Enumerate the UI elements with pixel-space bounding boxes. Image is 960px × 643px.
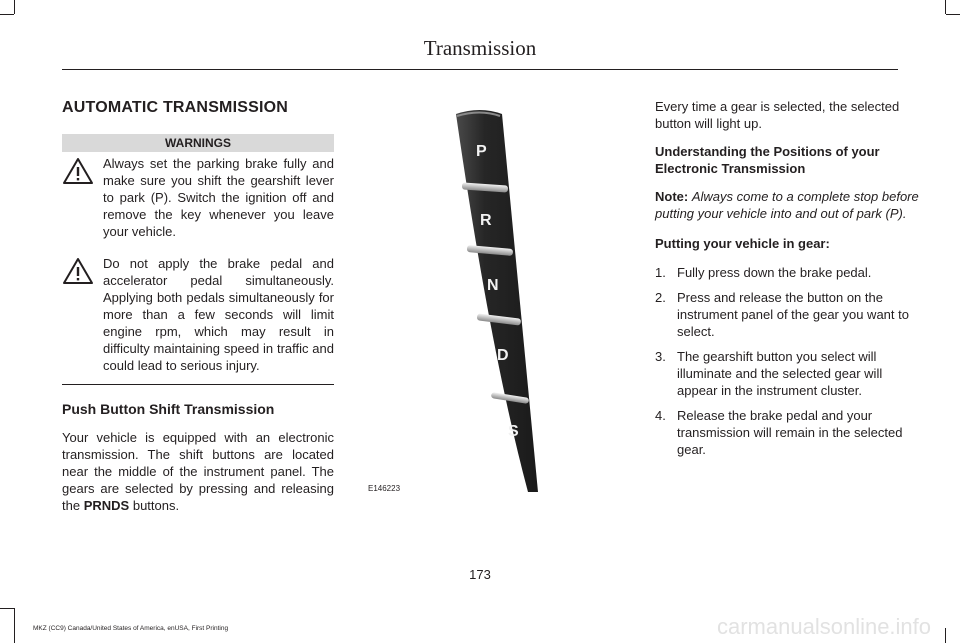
- crop-mark: [14, 608, 15, 643]
- right-column: [655, 98, 925, 466]
- crop-mark: [0, 608, 14, 609]
- step-item: 2. Press and release the button on the instrument panel of the gear you want to select.: [655, 290, 909, 339]
- note-paragraph: [655, 188, 925, 222]
- gear-strip-body: [456, 110, 538, 492]
- warning-block-2: [62, 255, 334, 374]
- crop-mark: [0, 14, 14, 15]
- gear-selector-illustration: [410, 100, 570, 500]
- gear-label-p: P: [476, 143, 487, 160]
- warning-text-1: Always set the parking brake fully and make sure you shift the gearshift lever to park (P). Switch the ignition off and remove the key whenever you leave your vehicle.: [103, 156, 334, 239]
- step-item: 4. Release the brake pedal and your transmission will remain in the selected gear.: [655, 408, 903, 457]
- prnds-label: PRNDS: [83, 498, 130, 513]
- body-text-end: buttons.: [132, 498, 180, 513]
- gear-label-r: R: [480, 212, 492, 229]
- note-text: Always come to a complete stop before putting your vehicle into and out of park (P).: [655, 189, 919, 221]
- warning-triangle-icon: [62, 257, 94, 285]
- section-heading: AUTOMATIC TRANSMISSION: [62, 99, 289, 116]
- warning-text-2: Do not apply the brake pedal and accelerator pedal simultaneously. Applying both pedals simultaneously for more than a few seconds will limit engine rpm, which may result in difficulty maintaining speed in traffic and could lead to serious injury.: [103, 256, 334, 373]
- crop-mark: [14, 0, 15, 14]
- gear-label-d: D: [497, 347, 509, 364]
- warning-triangle-icon: [62, 157, 94, 185]
- body-text: Your vehicle is equipped with an electronic transmission. The shift buttons are located near the middle of the instrument panel. The gears are selected by pressing and releasing the: [62, 430, 334, 513]
- crop-mark: [945, 0, 946, 14]
- watermark: carmanualsonline.info: [717, 614, 932, 639]
- running-head: Transmission: [423, 36, 537, 60]
- step-item: 1. Fully press down the brake pedal.: [655, 265, 872, 280]
- positions-heading: Understanding the Positions of your Electronic Transmission: [655, 144, 880, 176]
- gear-label-n: N: [487, 277, 499, 294]
- intro-paragraph: Every time a gear is selected, the selected button will light up.: [655, 99, 900, 131]
- section-rule: [62, 384, 334, 385]
- steps-list: [655, 264, 925, 458]
- note-label: Note:: [655, 189, 689, 204]
- edition-footer: MKZ (CC9) Canada/United States of America, enUSA, First Printing: [33, 625, 229, 632]
- crop-mark: [946, 14, 960, 15]
- header-rule: [62, 69, 898, 70]
- gear-label-s: S: [508, 423, 519, 440]
- body-paragraph: [62, 429, 334, 514]
- figure-code: E146223: [368, 484, 401, 493]
- step-item: 3. The gearshift button you select will illuminate and the selected gear will appear in the instrument cluster.: [655, 349, 883, 398]
- subsection-heading: Push Button Shift Transmission: [62, 401, 275, 417]
- crop-mark: [945, 628, 946, 643]
- steps-heading: Putting your vehicle in gear:: [655, 236, 830, 251]
- page-number: 173: [469, 567, 491, 582]
- left-column: [62, 99, 334, 514]
- warning-block-1: [62, 155, 334, 240]
- warnings-bar: WARNINGS: [62, 134, 334, 152]
